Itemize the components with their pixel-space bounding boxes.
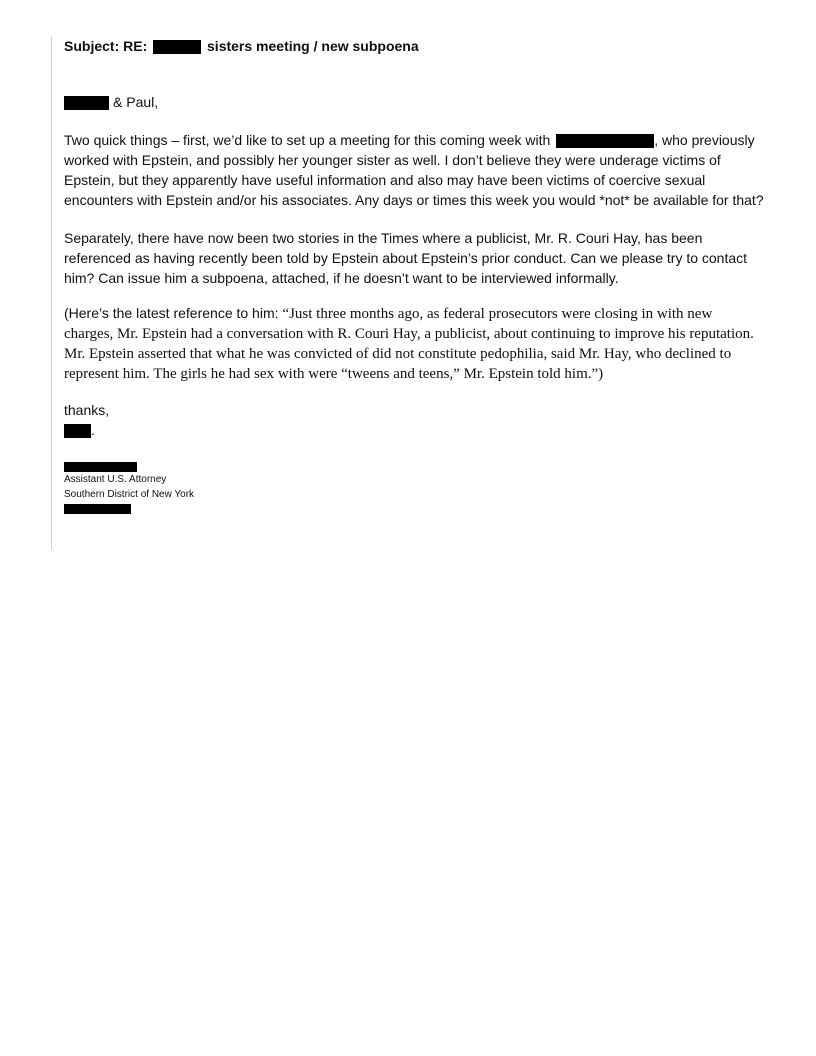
salutation-text: & Paul, [113, 94, 159, 110]
salutation [64, 92, 764, 112]
subject-text: sisters meeting / new subpoena [207, 38, 419, 54]
paragraph-meeting [64, 130, 764, 210]
paragraph-meeting-end: , who previously worked with Epstein, and possibly her younger sister as well. I don’t believe they were underage victims of Epstein, but they apparently have useful information and also may have been victims of coercive sexual encounters with Epstein and/or his associates. Any days or times this week you would *not* be available for that? [64, 132, 764, 208]
closing [64, 400, 764, 420]
subject-line [64, 36, 764, 56]
redaction-salutation [64, 96, 109, 110]
paragraph-meeting-start: Two quick things – first, we’d like to set up a meeting for this coming week with [64, 132, 551, 148]
signature-block [64, 462, 764, 514]
quote-border [51, 36, 52, 549]
email-body [64, 36, 764, 514]
paragraph-subpoena: Separately, there have now been two stories in the Times where a publicist, Mr. R. Couri Hay, has been referenced as having recently been told by Epstein about Epstein’s prior conduct. Can we please try to contact him? Can issue him a subpoena, attached, if he doesn’t want to be interviewed informally. [64, 230, 748, 286]
sender-initials [64, 420, 764, 440]
redaction-sig-contact [64, 504, 131, 514]
redaction-initials [64, 424, 91, 438]
redaction-name [556, 134, 654, 148]
quote-text: “Just three months ago, as federal prosecutors were closing in with new charges, Mr. Epstein had a conversation with R. Couri Hay, a publicist, about continuing to improve his reputation. Mr. Epstein asserted that what he was convicted of did not constitute pedophilia, said Mr. Hay, who declined to represent him. The girls he had sex with were “tweens and teens,” Mr. Epstein told him.”) [64, 306, 754, 382]
closing-text: thanks, [64, 402, 110, 418]
sig-title: Assistant U.S. Attorney [64, 474, 167, 485]
paragraph-quote [64, 304, 764, 384]
subject-prefix: Subject: RE: [64, 38, 148, 54]
sig-office: Southern District of New York [64, 489, 195, 500]
redaction-subject [153, 40, 201, 54]
redaction-sig-name [64, 462, 137, 472]
quote-lead-text: (Here’s the latest reference to him: [64, 305, 283, 321]
closing-punct: . [91, 422, 95, 438]
